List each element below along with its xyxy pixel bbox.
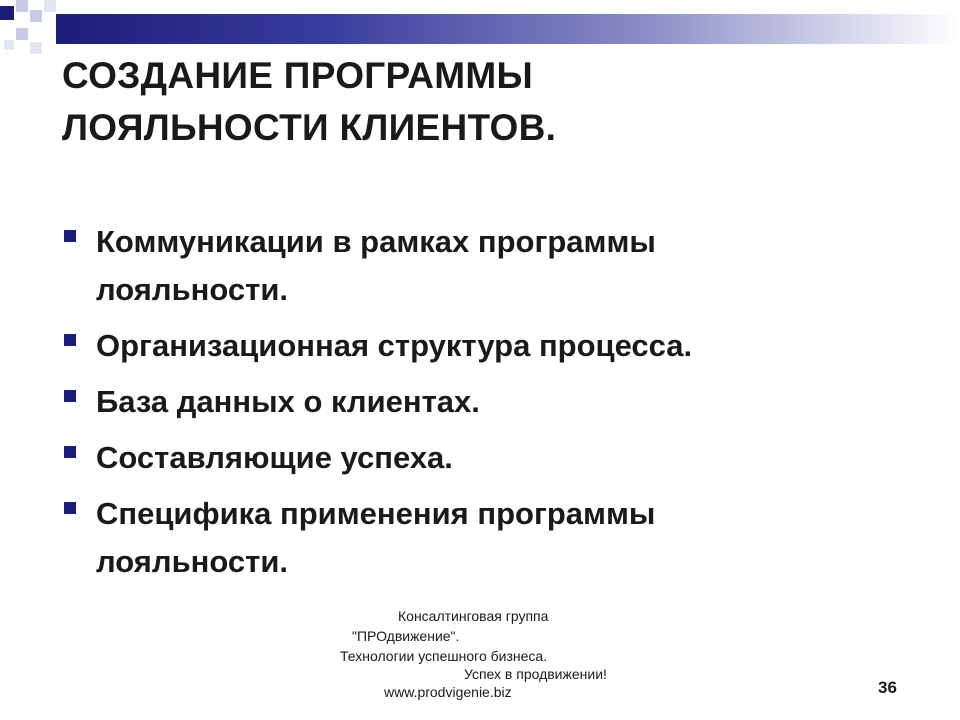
footer-website-link: www.prodvigenie.biz: [384, 684, 512, 700]
bullet-list: [64, 218, 924, 594]
bullet-text-line: лояльности.: [96, 544, 288, 579]
square-bullet-icon: [64, 230, 76, 242]
slide-number: 36: [878, 678, 897, 697]
footer-company-name: Консалтинговая группа: [398, 608, 549, 624]
square-bullet-icon: [64, 446, 76, 458]
slide-title: [62, 50, 556, 154]
square-bullet-icon: [64, 502, 76, 514]
footer-slogan: Успех в продвижении!: [464, 666, 607, 682]
bullet-text-line: Организационная структура процесса.: [96, 328, 693, 363]
bullet-item: [64, 434, 924, 482]
bullet-text-line: Коммуникации в рамках программы: [96, 224, 656, 259]
slide-title-line-2: ЛОЯЛЬНОСТИ КЛИЕНТОВ.: [62, 107, 557, 148]
bullet-text: [96, 434, 453, 482]
bullet-text: [96, 218, 656, 314]
bullet-text: [96, 378, 480, 426]
bullet-item: [64, 218, 924, 314]
bullet-text-line: Составляющие успеха.: [96, 440, 453, 475]
header-gradient-band: [56, 14, 960, 44]
bullet-text-line: лояльности.: [96, 272, 288, 307]
bullet-item: [64, 322, 924, 370]
bullet-text-line: База данных о клиентах.: [96, 384, 480, 419]
square-bullet-icon: [64, 390, 76, 402]
slide-title-line-1: СОЗДАНИЕ ПРОГРАММЫ: [62, 55, 534, 96]
bullet-text-line: Специфика применения программы: [96, 496, 656, 531]
footer-company-brand: "ПРОдвижение".: [352, 628, 460, 644]
bullet-item: [64, 378, 924, 426]
bullet-item: [64, 490, 924, 586]
bullet-text: [96, 322, 692, 370]
bullet-text: [96, 490, 655, 586]
square-bullet-icon: [64, 334, 76, 346]
footer-tagline: Технологии успешного бизнеса.: [340, 648, 548, 664]
